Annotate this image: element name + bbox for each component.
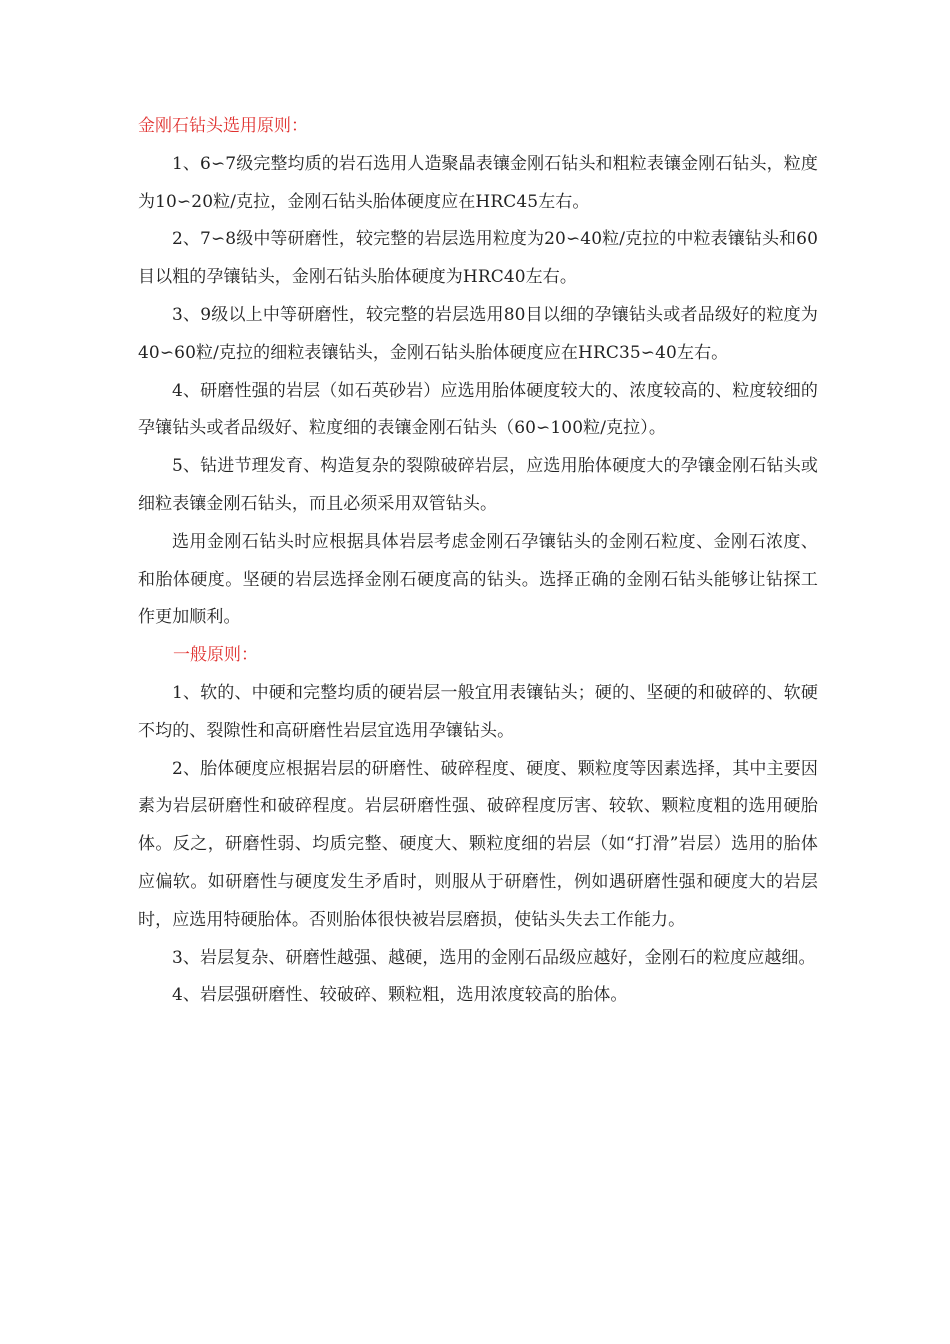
section-heading-general-principles: 一般原则： xyxy=(173,645,258,666)
document-body xyxy=(138,108,818,1015)
paragraph-rule-3: 3、9级以上中等研磨性，较完整的岩层选用80目以细的孕镶钻头或者品级好的粒度为40∽60粒/克拉的细粒表镶钻头，金刚石钻头胎体硬度应在HRC35∽40左右。 xyxy=(138,304,818,363)
paragraph-summary: 选用金刚石钻头时应根据具体岩层考虑金刚石孕镶钻头的金刚石粒度、金刚石浓度、和胎体硬度。坚硬的岩层选择金刚石硬度高的钻头。选择正确的金刚石钻头能够让钻探工作更加顺利。 xyxy=(138,531,818,628)
paragraph-general-1: 1、软的、中硬和完整均质的硬岩层一般宜用表镶钻头；硬的、坚硬的和破碎的、软硬不均的、裂隙性和高研磨性岩层宜选用孕镶钻头。 xyxy=(138,682,818,741)
paragraph-rule-1: 1、6∽7级完整均质的岩石选用人造聚晶表镶金刚石钻头和粗粒表镶金刚石钻头，粒度为10∽20粒/克拉，金刚石钻头胎体硬度应在HRC45左右。 xyxy=(138,153,818,212)
paragraph-general-2: 2、胎体硬度应根据岩层的研磨性、破碎程度、硬度、颗粒度等因素选择，其中主要因素为岩层研磨性和破碎程度。岩层研磨性强、破碎程度厉害、较软、颗粒度粗的选用硬胎体。反之，研磨性弱、均质完整、硬度大、颗粒度细的岩层（如“打滑”岩层）选用的胎体应偏软。如研磨性与硬度发生矛盾时，则服从于研磨性，例如遇研磨性强和硬度大的岩层时，应选用特硬胎体。否则胎体很快被岩层磨损，使钻头失去工作能力。 xyxy=(138,758,818,930)
paragraph-rule-4: 4、研磨性强的岩层（如石英砂岩）应选用胎体硬度较大的、浓度较高的、粒度较细的孕镶钻头或者品级好、粒度细的表镶金刚石钻头（60∽100粒/克拉）。 xyxy=(138,380,818,439)
section-heading-selection-principles: 金刚石钻头选用原则： xyxy=(138,116,308,136)
paragraph-rule-2: 2、7∽8级中等研磨性，较完整的岩层选用粒度为20∽40粒/克拉的中粒表镶钻头和60目以粗的孕镶钻头，金刚石钻头胎体硬度为HRC40左右。 xyxy=(138,229,818,288)
paragraph-general-3: 3、岩层复杂、研磨性越强、越硬，选用的金刚石品级应越好，金刚石的粒度应越细。 xyxy=(172,947,816,968)
paragraph-general-4: 4、岩层强研磨性、较破碎、颗粒粗，选用浓度较高的胎体。 xyxy=(172,985,628,1006)
paragraph-rule-5: 5、钻进节理发育、构造复杂的裂隙破碎岩层，应选用胎体硬度大的孕镶金刚石钻头或细粒表镶金刚石钻头，而且必须采用双管钻头。 xyxy=(138,456,818,514)
